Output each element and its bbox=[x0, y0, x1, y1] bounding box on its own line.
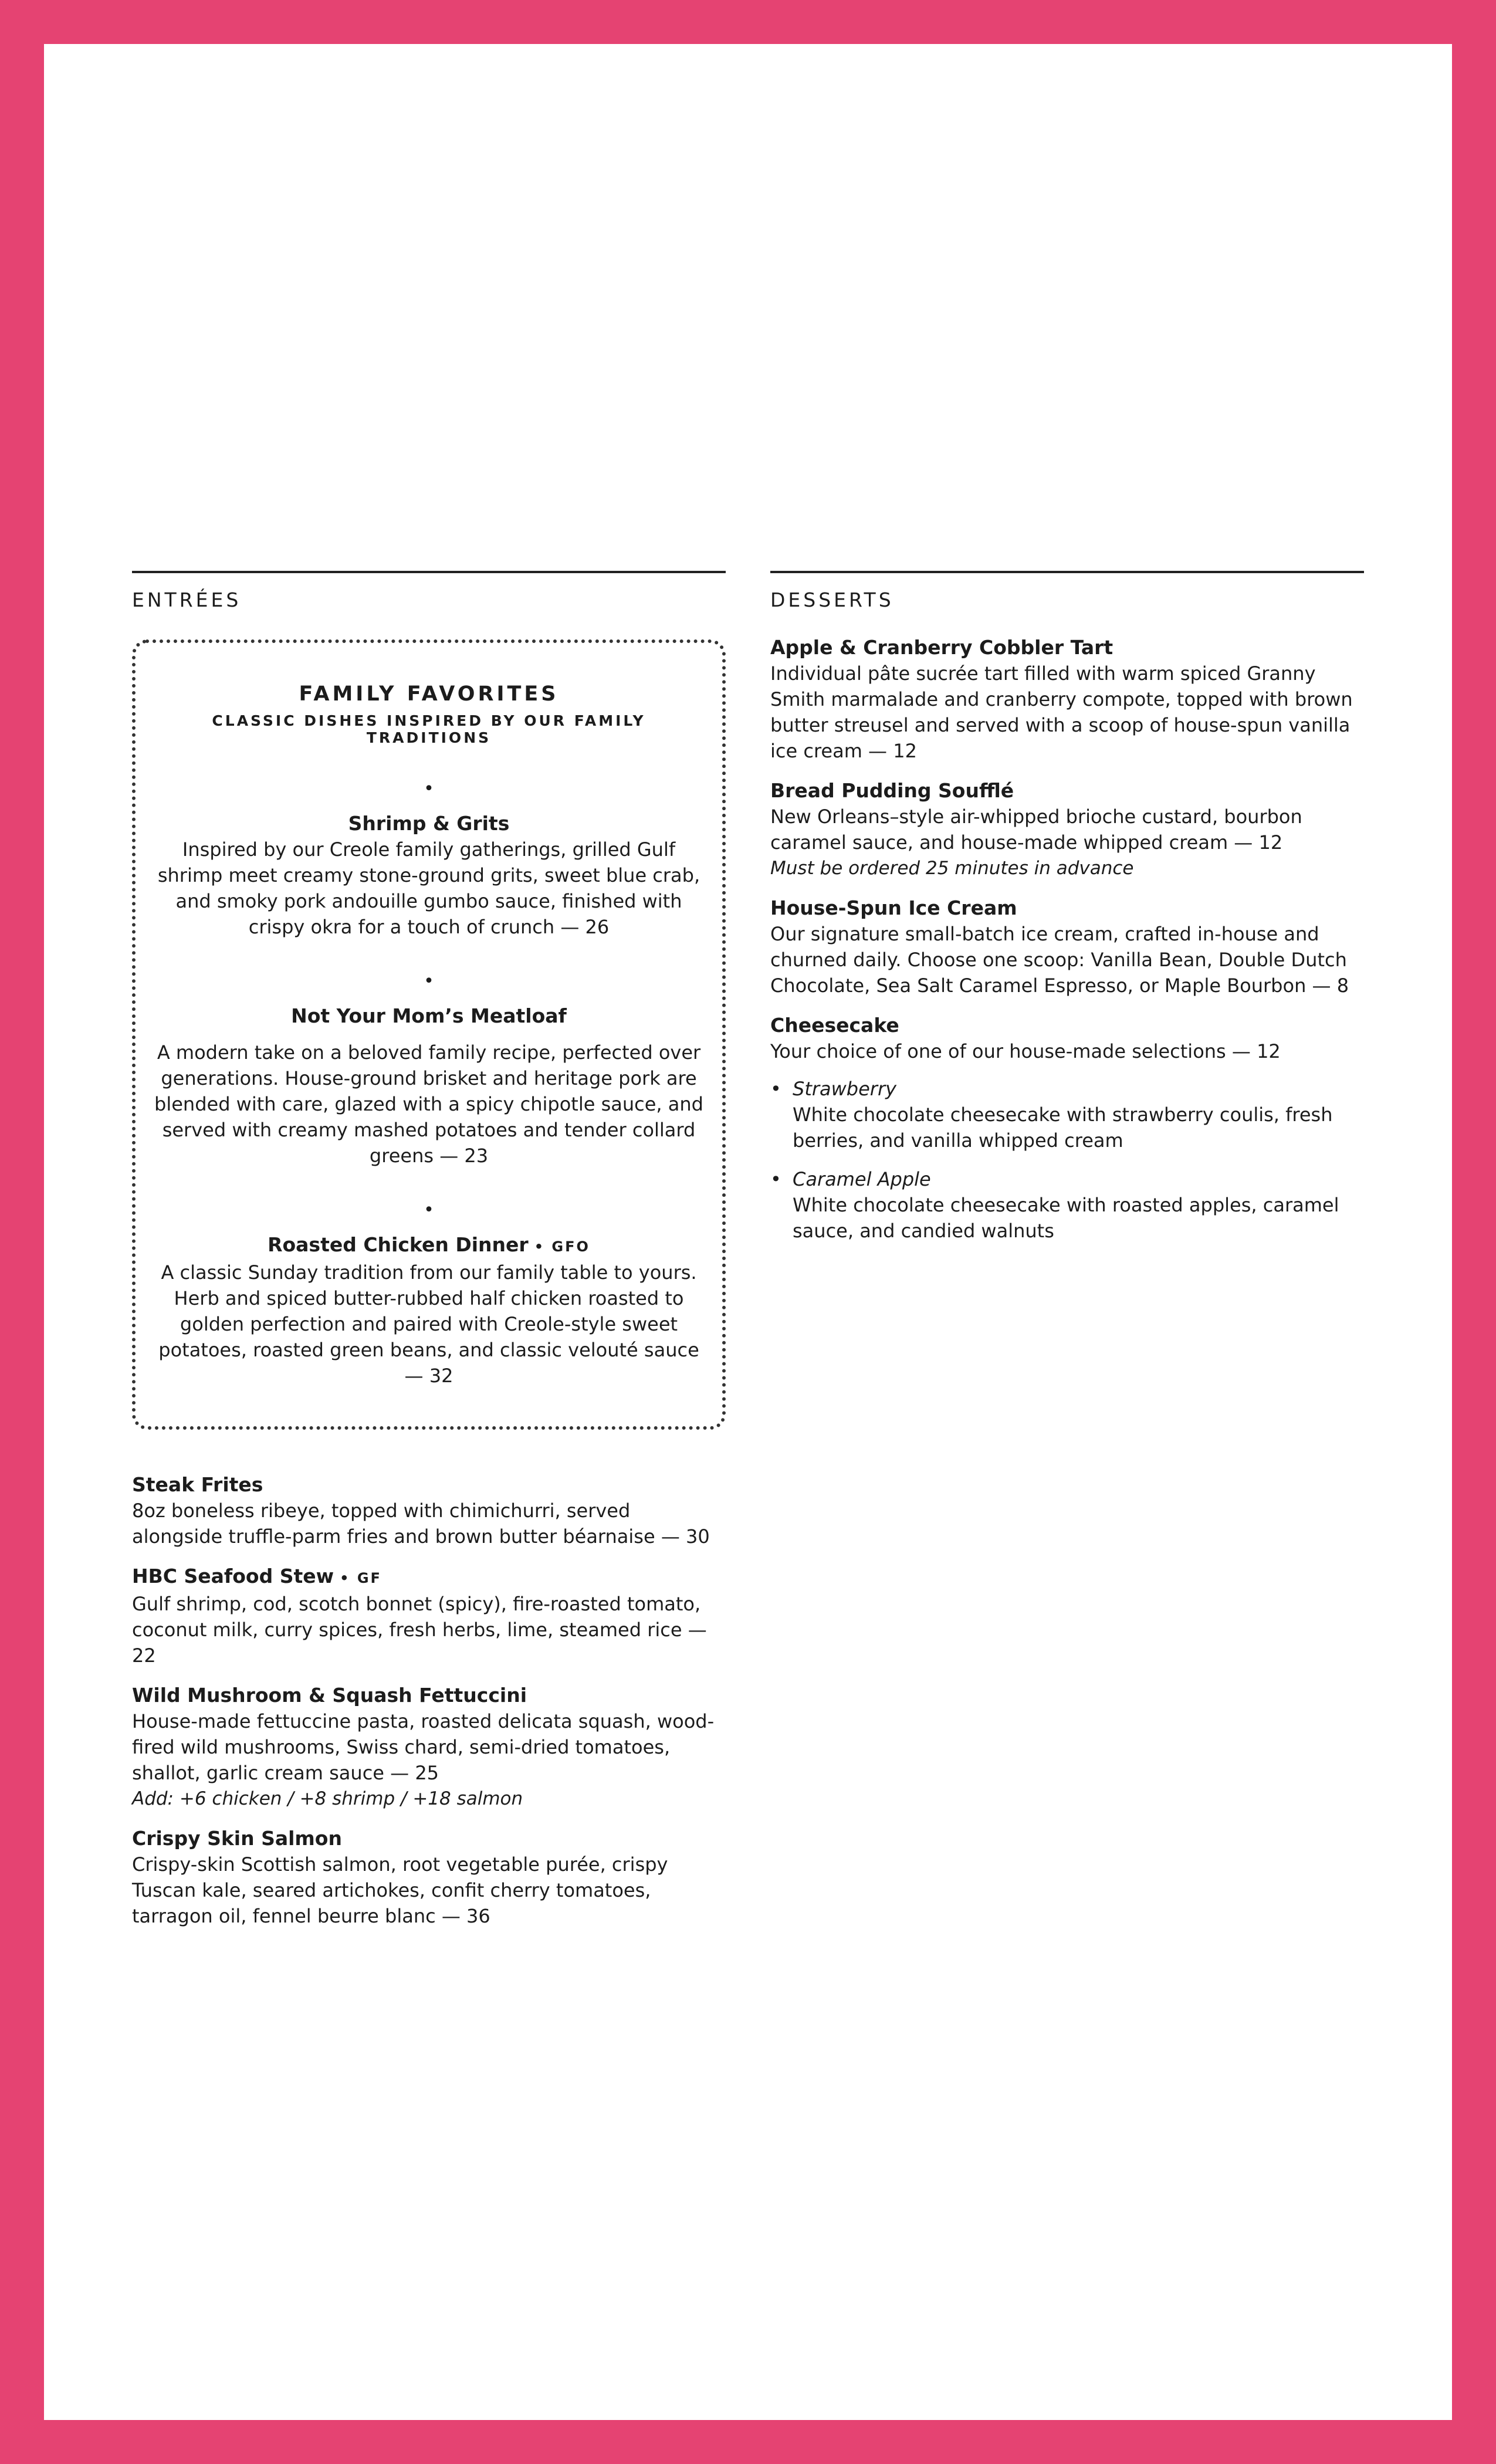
dessert-item bbox=[770, 895, 1364, 999]
menu-item-title: Steak Frites bbox=[132, 1473, 263, 1496]
favorite-item-description: A modern take on a beloved family recipe, perfected over generations. House-ground brisket and heritage pork are blended with care, glazed with a spicy chipotle sauce, and served with creamy mashed potatoes and tender collard greens — 23 bbox=[154, 1041, 703, 1167]
dietary-tag: • GFO bbox=[534, 1238, 590, 1255]
entrees-heading: ENTRÉES bbox=[132, 588, 242, 611]
menu-item bbox=[132, 1826, 726, 1929]
dessert-item-description: Our signature small-batch ice cream, crafted in-house and churned daily. Choose one scoop: Vanilla Bean, Double Dutch Chocolate, Sea Salt Caramel Espresso, or Maple Bourbon — 8 bbox=[770, 923, 1349, 997]
favorite-item-title: Not Your Mom’s Meatloaf bbox=[291, 1004, 567, 1027]
favorite-item-name bbox=[151, 811, 707, 837]
cheesecake-option bbox=[770, 1076, 1364, 1153]
entrees-divider bbox=[132, 571, 726, 573]
cheesecake-option-name: • Strawberry bbox=[793, 1078, 897, 1100]
cheesecake-options bbox=[770, 1076, 1364, 1244]
menu-item-title: HBC Seafood Stew bbox=[132, 1565, 334, 1588]
menu-item-title: Wild Mushroom & Squash Fettuccini bbox=[132, 1684, 527, 1707]
dessert-item-description: Individual pâte sucrée tart filled with warm spiced Granny Smith marmalade and cranberry compote, topped with brown butter streusel and served with a scoop of house-spun vanilla ice cream — 12 bbox=[770, 662, 1353, 762]
cheesecake-option-description: White chocolate cheesecake with roasted apples, caramel sauce, and candied walnuts bbox=[793, 1194, 1339, 1242]
separator-dot: • bbox=[424, 1200, 434, 1220]
menu-item-title: Crispy Skin Salmon bbox=[132, 1827, 342, 1850]
dessert-item-name: Apple & Cranberry Cobbler Tart bbox=[770, 636, 1113, 659]
dessert-item-description: New Orleans–style air-whipped brioche custard, bourbon caramel sauce, and house-made whipped cream — 12 bbox=[770, 805, 1302, 854]
menu-item-note: Add: +6 chicken / +8 shrimp / +18 salmon bbox=[132, 1788, 523, 1809]
menu-item-description: Crispy-skin Scottish salmon, root vegetable purée, crispy Tuscan kale, seared artichokes, confit cherry tomatoes, tarragon oil, fennel beurre blanc — 36 bbox=[132, 1853, 668, 1927]
menu-item-name bbox=[132, 1683, 726, 1708]
entrees-column bbox=[132, 571, 726, 1943]
dessert-item-description: Your choice of one of our house-made selections — 12 bbox=[770, 1040, 1281, 1062]
favorite-item-name bbox=[151, 1003, 707, 1029]
dessert-item-name: Bread Pudding Soufflé bbox=[770, 779, 1014, 802]
desserts-heading: DESSERTS bbox=[770, 588, 894, 611]
dessert-item bbox=[770, 635, 1364, 764]
favorite-item-name bbox=[151, 1232, 707, 1260]
menu-item-name bbox=[132, 1826, 726, 1852]
favorite-item-description: A classic Sunday tradition from our family table to yours. Herb and spiced butter-rubbed half chicken roasted to golden perfection and paired with Creole-style sweet potatoes, roasted green beans, and classic velouté sauce — 32 bbox=[158, 1261, 699, 1387]
family-favorites-title: FAMILY FAVORITES bbox=[299, 682, 559, 706]
menu-item bbox=[132, 1683, 726, 1812]
dessert-item bbox=[770, 1013, 1364, 1244]
cheesecake-option-description: White chocolate cheesecake with strawberry coulis, fresh berries, and vanilla whipped cream bbox=[793, 1104, 1333, 1152]
favorite-item-description: Inspired by our Creole family gatherings, grilled Gulf shrimp meet creamy stone-ground grits, sweet blue crab, and smoky pork andouille gumbo sauce, finished with crispy okra for a touch of crunch — 26 bbox=[157, 838, 700, 938]
favorite-item-title: Roasted Chicken Dinner bbox=[268, 1233, 529, 1256]
menu-item-description: House-made fettuccine pasta, roasted delicata squash, wood-fired wild mushrooms, Swiss chard, semi-dried tomatoes, shallot, garlic cream sauce — 25 bbox=[132, 1710, 715, 1784]
menu-item bbox=[132, 1472, 726, 1549]
desserts-divider bbox=[770, 571, 1364, 573]
separator-dot: • bbox=[424, 971, 434, 991]
cheesecake-option bbox=[770, 1166, 1364, 1244]
dessert-item bbox=[770, 778, 1364, 881]
desserts-column bbox=[770, 571, 1364, 1258]
dessert-item-name: Cheesecake bbox=[770, 1014, 899, 1037]
menu-item-description: Gulf shrimp, cod, scotch bonnet (spicy), fire-roasted tomato, coconut milk, curry spices, fresh herbs, lime, steamed rice — 22 bbox=[132, 1593, 707, 1667]
desserts-list bbox=[770, 635, 1364, 1244]
dessert-item-name: House-Spun Ice Cream bbox=[770, 896, 1017, 919]
dessert-item-note: Must be ordered 25 minutes in advance bbox=[770, 858, 1134, 879]
separator-dot: • bbox=[424, 779, 434, 799]
family-favorites-box bbox=[132, 639, 726, 1430]
dietary-tag: • GF bbox=[340, 1570, 382, 1586]
menu-item-description: 8oz boneless ribeye, topped with chimichurri, served alongside truffle-parm fries and brown butter béarnaise — 30 bbox=[132, 1500, 710, 1548]
entrees-list bbox=[132, 1472, 726, 1929]
family-favorites-subtitle: CLASSIC DISHES INSPIRED BY OUR FAMILY TRADITIONS bbox=[212, 712, 646, 746]
favorite-item-title: Shrimp & Grits bbox=[348, 812, 510, 835]
menu-item-name bbox=[132, 1563, 726, 1591]
menu-item bbox=[132, 1563, 726, 1668]
menu-item-name bbox=[132, 1472, 726, 1498]
menu-page bbox=[44, 44, 1452, 2420]
cheesecake-option-name: • Caramel Apple bbox=[793, 1168, 931, 1190]
